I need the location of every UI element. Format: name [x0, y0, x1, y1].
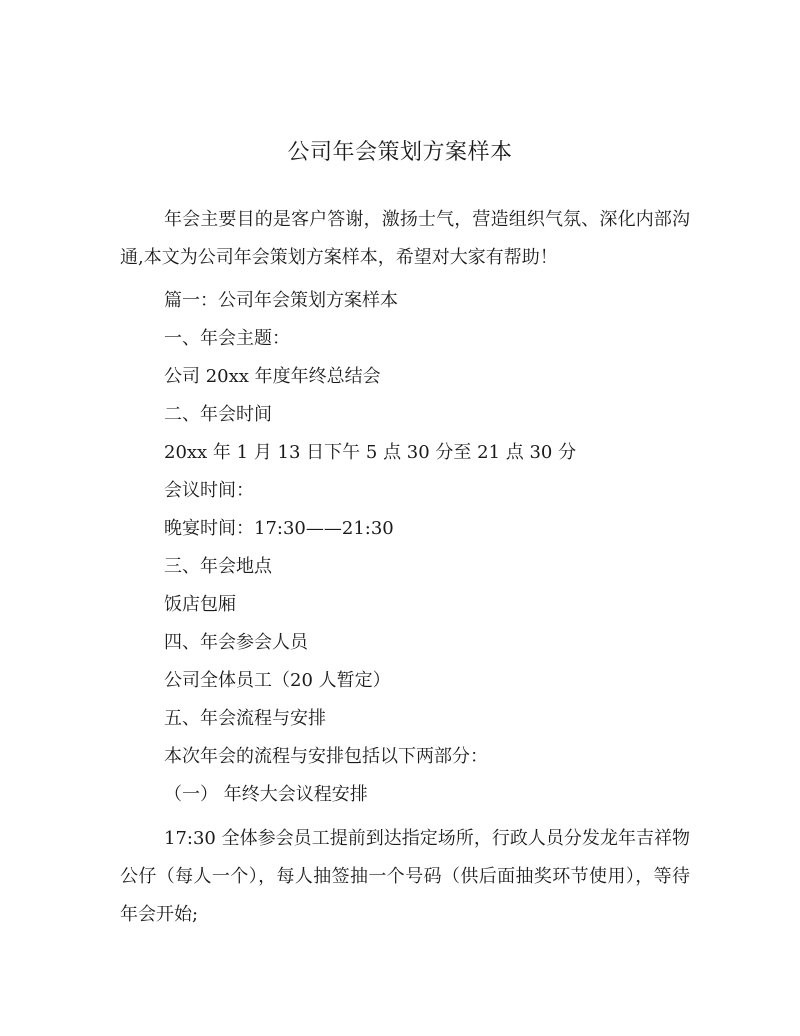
- time-text: 20xx 年 1 月 13 日下午 5 点 30 分至 21 点 30 分: [164, 442, 577, 463]
- document-title: 公司年会策划方案样本: [287, 140, 513, 165]
- section-heading-part-one: 篇一：公司年会策划方案样本: [164, 290, 398, 311]
- intro-paragraph: 年会主要目的是客户答谢，激扬士气，营造组织气氛、深化内部沟通,本文为公司年会策划方案样本，希望对大家有帮助！: [120, 209, 690, 268]
- section-heading-process: 五、年会流程与安排: [164, 708, 326, 729]
- dinner-time-text: 晚宴时间：17:30——21:30: [164, 518, 394, 539]
- agenda-paragraph: 17:30 全体参会员工提前到达指定场所，行政人员分发龙年吉祥物公仔（每人一个），每人抽签抽一个号码（供后面抽奖环节使用），等待年会开始;: [120, 828, 690, 925]
- subsection-heading-agenda: （一） 年终大会议程安排: [164, 784, 368, 805]
- section-heading-venue: 三、年会地点: [164, 556, 272, 577]
- meeting-time-label: 会议时间：: [164, 480, 254, 501]
- process-intro-text: 本次年会的流程与安排包括以下两部分：: [164, 746, 488, 767]
- section-heading-theme: 一、年会主题：: [164, 328, 290, 349]
- section-heading-time: 二、年会时间: [164, 404, 272, 425]
- attendees-text: 公司全体员工（20 人暂定）: [164, 670, 391, 691]
- section-heading-attendees: 四、年会参会人员: [164, 632, 308, 653]
- venue-text: 饭店包厢: [164, 594, 236, 615]
- theme-text: 公司 20xx 年度年终总结会: [164, 366, 381, 387]
